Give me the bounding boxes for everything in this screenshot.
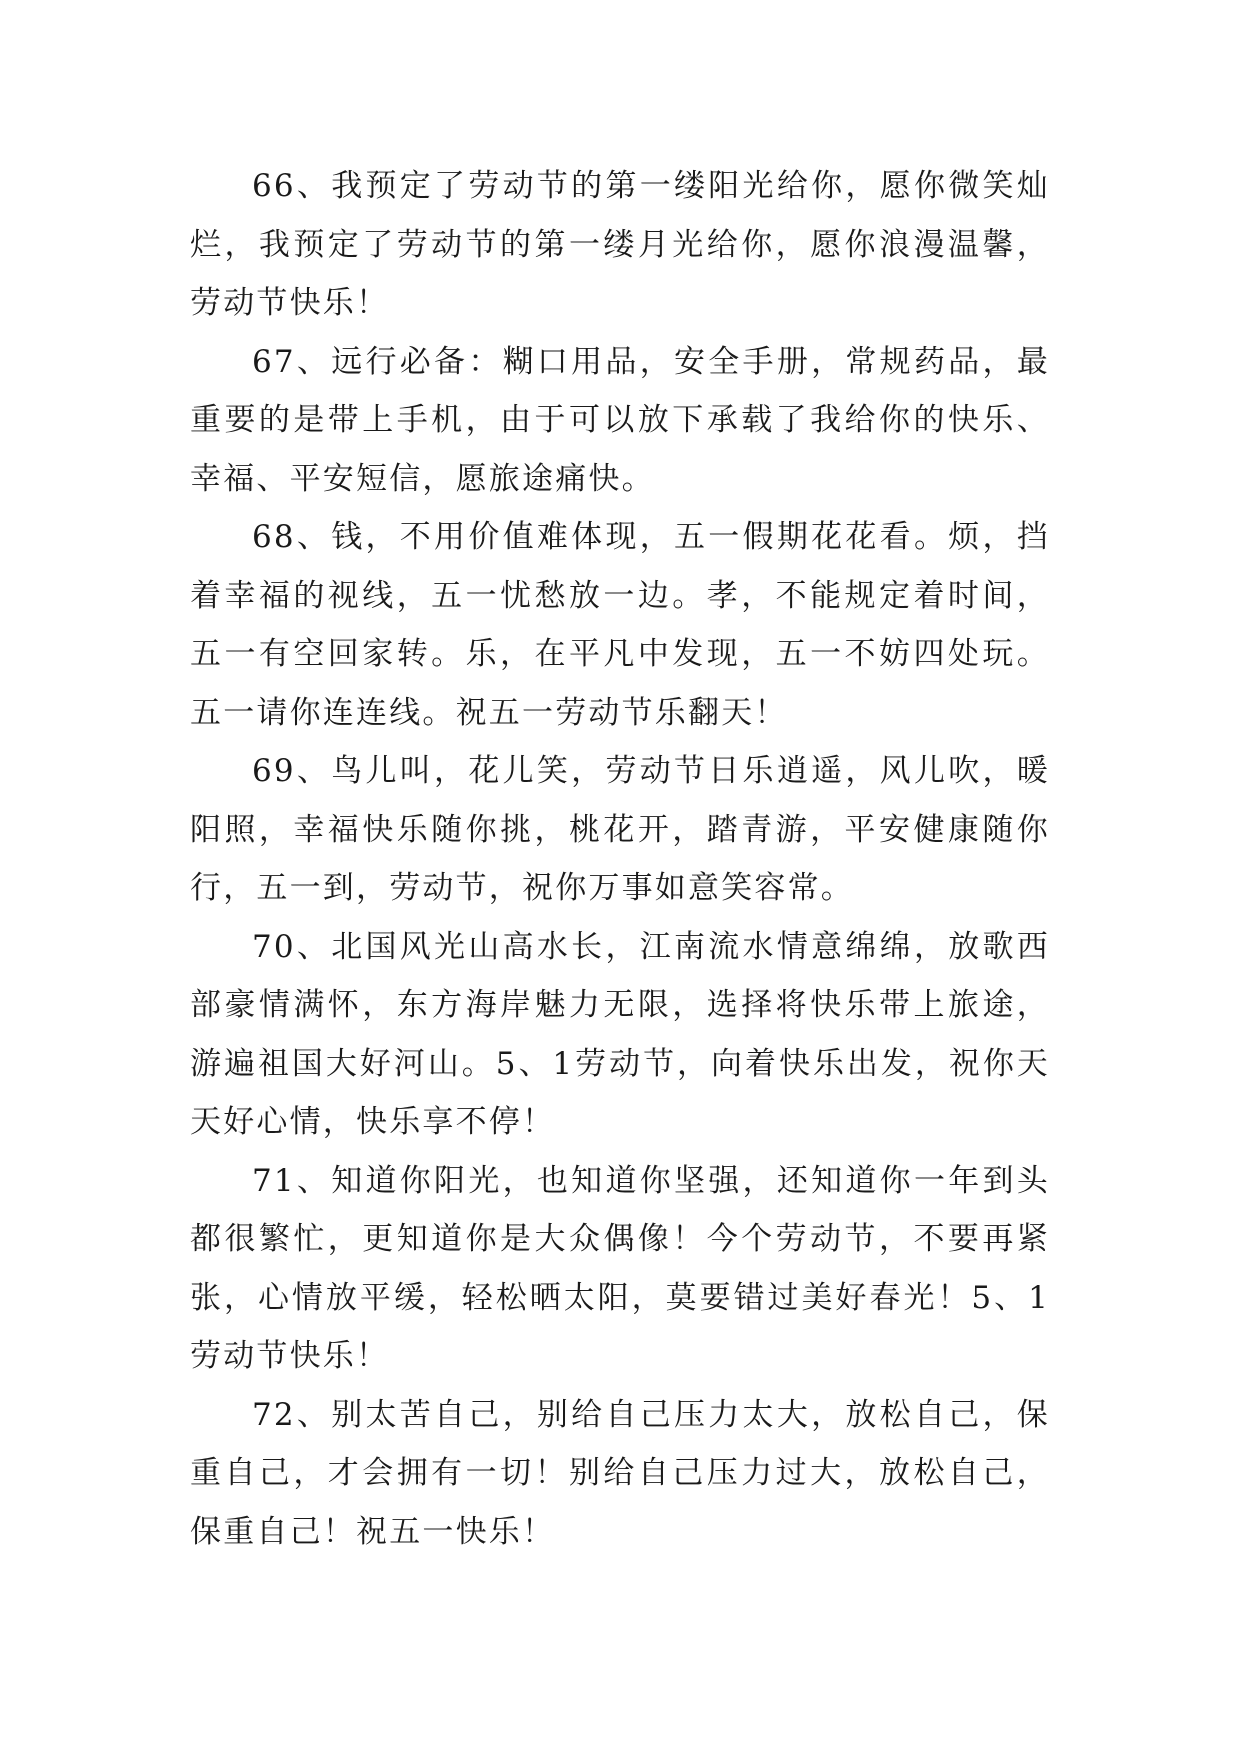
paragraph-66: 66、我预定了劳动节的第一缕阳光给你，愿你微笑灿烂，我预定了劳动节的第一缕月光给你，愿你浪漫温馨，劳动节快乐！ xyxy=(190,168,1050,321)
paragraph-68: 68、钱，不用价值难体现，五一假期花花看。烦，挡着幸福的视线，五一忧愁放一边。孝，不能规定着时间，五一有空回家转。乐，在平凡中发现，五一不妨四处玩。五一请你连连线。祝五一劳动节乐翻天！ xyxy=(190,519,1050,731)
paragraph-67: 67、远行必备：糊口用品，安全手册，常规药品，最重要的是带上手机，由于可以放下承载了我给你的快乐、幸福、平安短信，愿旅途痛快。 xyxy=(190,343,1050,497)
document-body xyxy=(190,157,1050,1561)
paragraph-71: 71、知道你阳光，也知道你坚强，还知道你一年到头都很繁忙，更知道你是大众偶像！今个劳动节，不要再紧张，心情放平缓，轻松晒太阳，莫要错过美好春光！5、1劳动节快乐！ xyxy=(190,1162,1050,1374)
paragraph-72: 72、别太苦自己，别给自己压力太大，放松自己，保重自己，才会拥有一切！别给自己压力过大，放松自己，保重自己！祝五一快乐！ xyxy=(190,1396,1050,1550)
paragraph-70: 70、北国风光山高水长，江南流水情意绵绵，放歌西部豪情满怀，东方海岸魅力无限，选择将快乐带上旅途，游遍祖国大好河山。5、1劳动节，向着快乐出发，祝你天天好心情，快乐享不停！ xyxy=(190,928,1050,1140)
paragraph-69: 69、鸟儿叫，花儿笑，劳动节日乐逍遥，风儿吹，暖阳照，幸福快乐随你挑，桃花开，踏青游，平安健康随你行，五一到，劳动节，祝你万事如意笑容常。 xyxy=(190,753,1050,906)
